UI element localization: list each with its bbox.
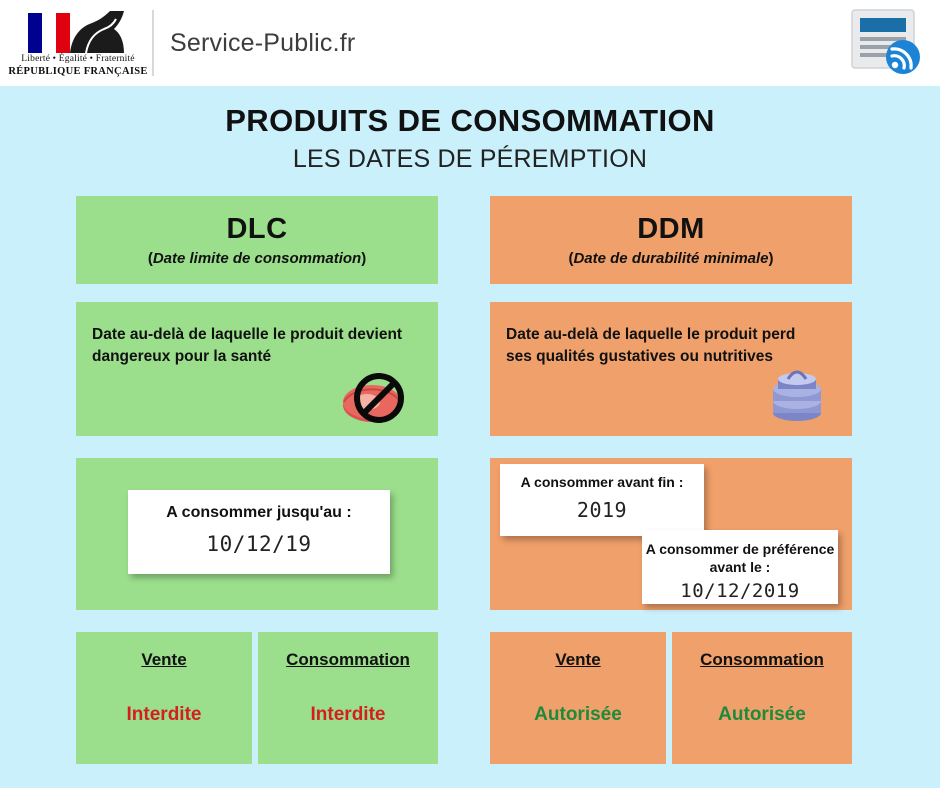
dlc-label-line1: A consommer jusqu'au : [166, 504, 352, 521]
dlc-header-card [76, 196, 438, 284]
ddm-description-card [490, 302, 852, 436]
ddm-description-text: Date au-delà de laquelle le produit perd ses qualités gustatives ou nutritives [506, 326, 796, 366]
dlc-label-date: 10/12/19 [206, 532, 312, 556]
ddm-label2-date: 10/12/2019 [680, 580, 800, 603]
dlc-description-card [76, 302, 438, 436]
ddm-paren-close: ) [768, 250, 774, 267]
header-divider [152, 10, 154, 76]
dlc-label-box [128, 490, 390, 574]
ddm-header-card [490, 196, 852, 284]
ddm-consommation-title: Consommation [700, 650, 824, 669]
site-title: Service-Public.fr [170, 28, 356, 57]
ddm-label-box-1 [500, 464, 704, 536]
ddm-vente-value: Autorisée [534, 704, 622, 725]
ddm-vente-card [490, 632, 666, 764]
ddm-label1-date: 2019 [576, 498, 628, 522]
ddm-consommation-value: Autorisée [718, 704, 806, 725]
ddm-full-italic: Date de durabilité minimale [573, 250, 769, 267]
ddm-abbreviation: DDM [637, 213, 705, 245]
no-raw-meat-icon [336, 365, 410, 432]
ddm-label1-line1: A consommer avant fin : [520, 474, 684, 490]
republique-text: RÉPUBLIQUE FRANÇAISE [8, 66, 148, 77]
devise-text: Liberté • Égalité • Fraternité [21, 54, 135, 64]
dlc-consommation-card [258, 632, 438, 764]
news-feed-icon [850, 8, 922, 76]
dlc-vente-card [76, 632, 252, 764]
ddm-full-name [568, 250, 773, 267]
page-title: PRODUITS DE CONSOMMATION [225, 103, 715, 138]
dlc-consommation-value: Interdite [310, 704, 386, 725]
french-flag-icon [28, 13, 70, 53]
dlc-vente-title: Vente [141, 650, 187, 669]
dlc-full-name [148, 250, 366, 267]
dlc-paren-close: ) [361, 250, 367, 267]
dlc-consommation-title: Consommation [286, 650, 410, 669]
ddm-vente-title: Vente [555, 650, 601, 669]
dlc-paren-open: ( [147, 250, 153, 267]
site-header [0, 0, 940, 86]
dlc-description-text: Date au-delà de laquelle le produit devient dangereux pour la santé [92, 326, 403, 366]
ddm-paren-open: ( [568, 250, 574, 267]
dlc-label-card [76, 458, 438, 610]
marianne-profile-icon [66, 11, 128, 53]
ddm-label2-line1: A consommer de préférence avant le : [645, 541, 835, 576]
canned-food-stack-icon [764, 363, 830, 430]
republique-francaise-logo [8, 0, 148, 86]
page-subtitle: LES DATES DE PÉREMPTION [292, 145, 648, 173]
ddm-label-box-2 [642, 530, 838, 604]
ddm-consommation-card [672, 632, 852, 764]
dlc-vente-value: Interdite [126, 704, 202, 725]
marianne-emblem [28, 9, 128, 53]
ddm-label-card [490, 458, 852, 610]
dlc-full-italic: Date limite de consommation [152, 250, 362, 267]
dlc-abbreviation: DLC [226, 213, 288, 245]
